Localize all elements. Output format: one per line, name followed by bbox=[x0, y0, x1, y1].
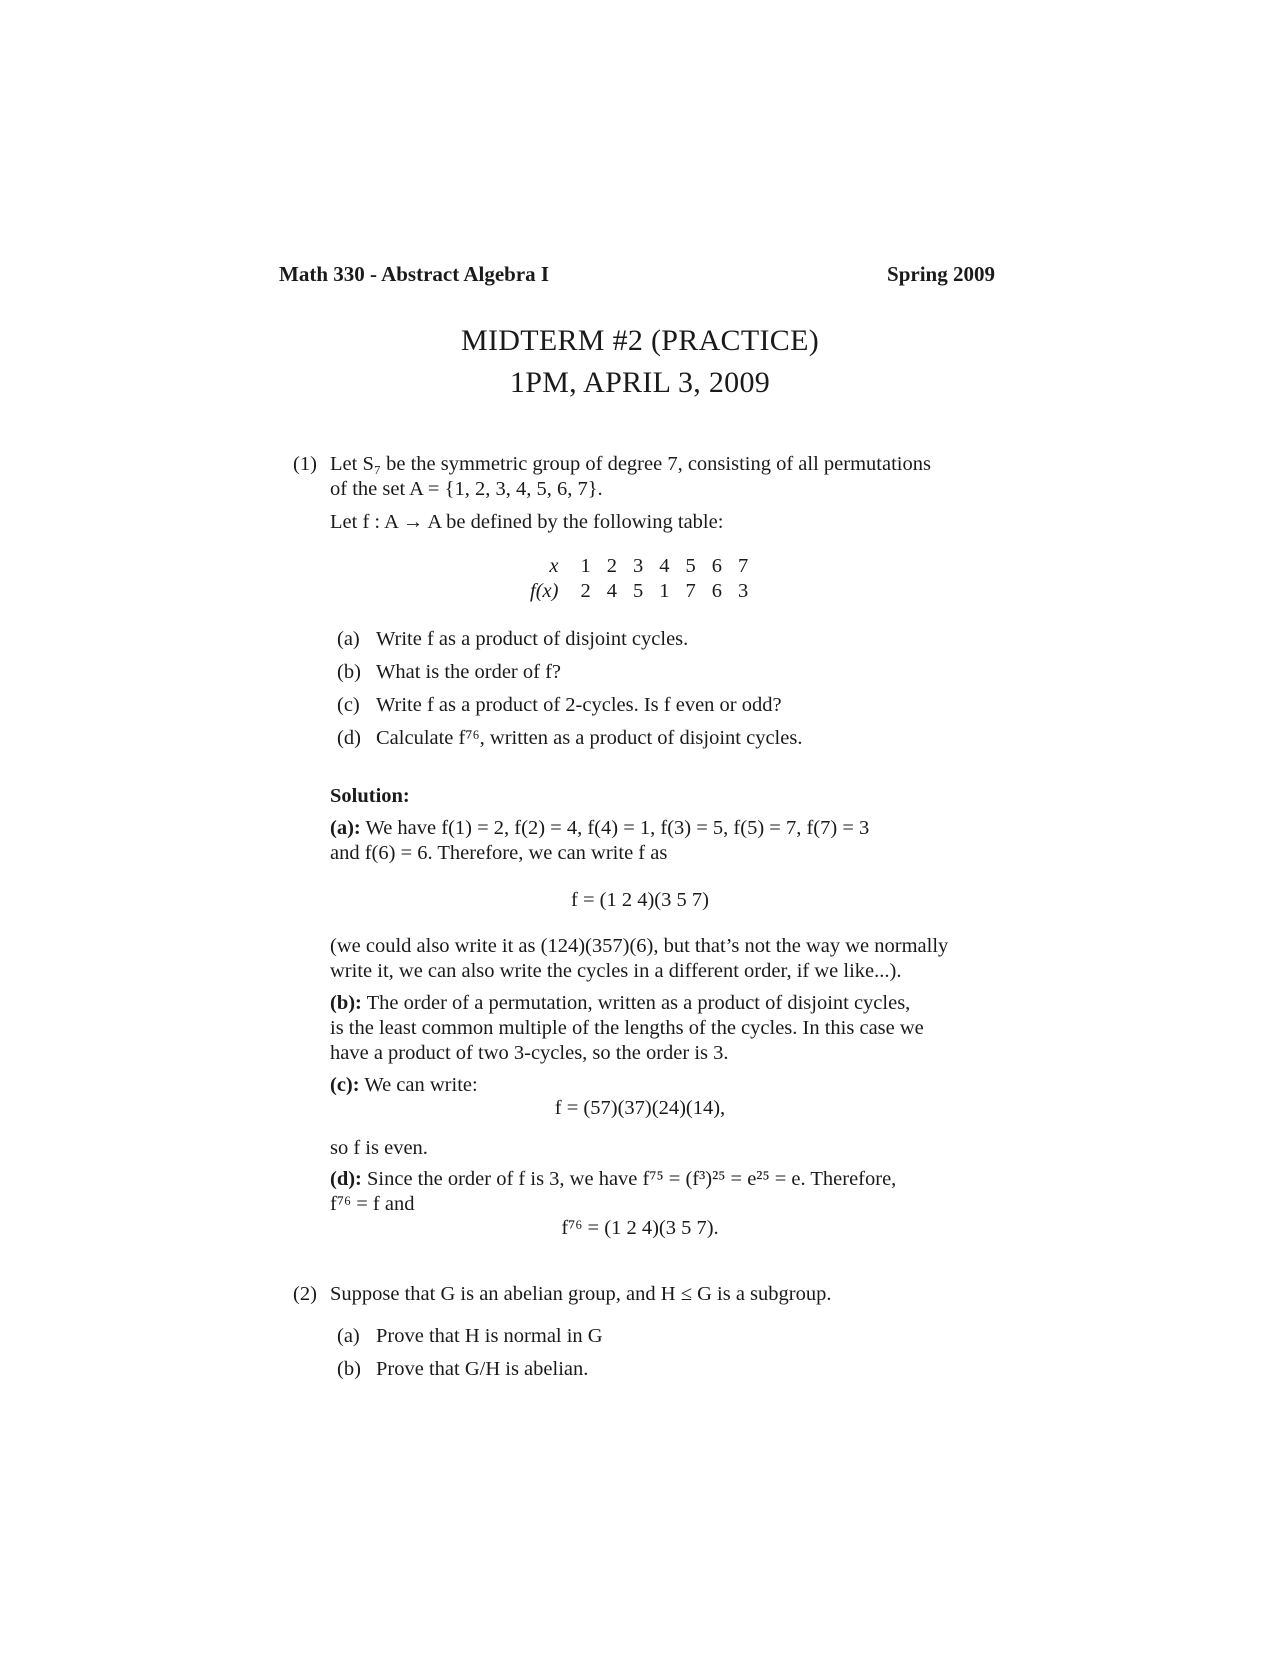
table-label-x: x bbox=[549, 555, 559, 577]
solution-b-line3: have a product of two 3-cycles, so the order is 3. bbox=[330, 1042, 729, 1064]
part-label: (a) bbox=[337, 1325, 360, 1347]
table-row-fx bbox=[522, 579, 756, 604]
table-cell: 4 bbox=[659, 555, 670, 577]
part-label: (c) bbox=[337, 694, 360, 716]
part-text: Calculate f⁷⁶, written as a product of disjoint cycles. bbox=[376, 727, 803, 749]
table-cell: 6 bbox=[711, 580, 722, 602]
solution-a-text: We have f(1) = 2, f(2) = 4, f(4) = 1, f(3) = 5, f(5) = 7, f(7) = 3 bbox=[365, 817, 870, 839]
table-cell: 3 bbox=[632, 555, 644, 577]
problem2-number: (2) bbox=[293, 1283, 317, 1305]
solution-b-text: The order of a permutation, written as a product of disjoint cycles, bbox=[366, 992, 911, 1014]
course-name: Math 330 - Abstract Algebra I bbox=[279, 262, 550, 286]
solution-heading bbox=[330, 784, 410, 809]
table-row-x bbox=[522, 554, 756, 579]
solution-d-label: (d): bbox=[330, 1168, 362, 1190]
solution-c-line2: so f is even. bbox=[330, 1137, 428, 1159]
part-label: (d) bbox=[337, 727, 361, 749]
solution-heading-text: Solution: bbox=[330, 785, 410, 807]
table-label-fx: f(x) bbox=[530, 580, 559, 602]
page-subtitle: 1PM, APRIL 3, 2009 bbox=[509, 366, 771, 399]
solution-d-text: Since the order of f is 3, we have f⁷⁵ = (f³)²⁵ = e²⁵ = e. Therefore, bbox=[367, 1168, 897, 1190]
solution-a-line2: and f(6) = 6. Therefore, we can write f as bbox=[330, 842, 668, 864]
solution-a-label: (a): bbox=[330, 817, 361, 839]
solution-c-display: f = (57)(37)(24)(14), bbox=[554, 1097, 726, 1119]
part-label: (b) bbox=[337, 1358, 361, 1380]
term: Spring 2009 bbox=[887, 262, 995, 286]
problem1-line2: of the set A = {1, 2, 3, 4, 5, 6, 7}. bbox=[330, 478, 603, 500]
solution-b-label: (b): bbox=[330, 992, 362, 1014]
part-text: What is the order of f? bbox=[376, 661, 561, 683]
function-table bbox=[522, 554, 756, 604]
table-cell: 2 bbox=[580, 580, 591, 602]
table-cell: 5 bbox=[685, 555, 696, 577]
solution-b-line2: is the least common multiple of the lengths of the cycles. In this case we bbox=[330, 1017, 924, 1039]
solution-b-line1 bbox=[330, 991, 910, 1016]
part-text: Prove that H is normal in G bbox=[376, 1325, 603, 1347]
table-cell: 1 bbox=[580, 555, 591, 577]
table-cell: 3 bbox=[737, 580, 749, 602]
solution-d-line2: f⁷⁶ = f and bbox=[330, 1193, 415, 1215]
table-cell: 4 bbox=[606, 580, 617, 602]
problem1-line3: Let f : A → A be defined by the following table: bbox=[330, 511, 724, 533]
table-cell: 1 bbox=[659, 580, 670, 602]
table-cell: 7 bbox=[685, 580, 696, 602]
solution-a-note1: (we could also write it as (124)(357)(6), but that’s not the way we normally bbox=[330, 935, 949, 957]
part-text: Write f as a product of 2-cycles. Is f even or odd? bbox=[376, 694, 782, 716]
page-title: MIDTERM #2 (PRACTICE) bbox=[461, 324, 819, 357]
problem1-number: (1) bbox=[293, 453, 317, 475]
problem2-line1: Suppose that G is an abelian group, and H ≤ G is a subgroup. bbox=[330, 1283, 832, 1305]
part-label: (a) bbox=[337, 628, 360, 650]
solution-c-text: We can write: bbox=[364, 1074, 478, 1096]
solution-d-line1 bbox=[330, 1167, 896, 1192]
solution-d-display: f⁷⁶ = (1 2 4)(3 5 7). bbox=[561, 1217, 719, 1239]
table-cell: 7 bbox=[737, 555, 749, 577]
table-cell: 2 bbox=[606, 555, 617, 577]
solution-a-display: f = (1 2 4)(3 5 7) bbox=[571, 889, 709, 911]
part-text: Write f as a product of disjoint cycles. bbox=[376, 628, 689, 650]
part-text: Prove that G/H is abelian. bbox=[376, 1358, 589, 1380]
solution-c-label: (c): bbox=[330, 1074, 360, 1096]
solution-a-note2: write it, we can also write the cycles in a different order, if we like...). bbox=[330, 960, 902, 982]
solution-c-line1 bbox=[330, 1073, 478, 1098]
solution-a-line1 bbox=[330, 816, 869, 841]
part-label: (b) bbox=[337, 661, 361, 683]
table-cell: 6 bbox=[711, 555, 722, 577]
table-cell: 5 bbox=[632, 580, 644, 602]
problem1-line1: Let S₇ be the symmetric group of degree 7, consisting of all permutations bbox=[330, 453, 931, 475]
